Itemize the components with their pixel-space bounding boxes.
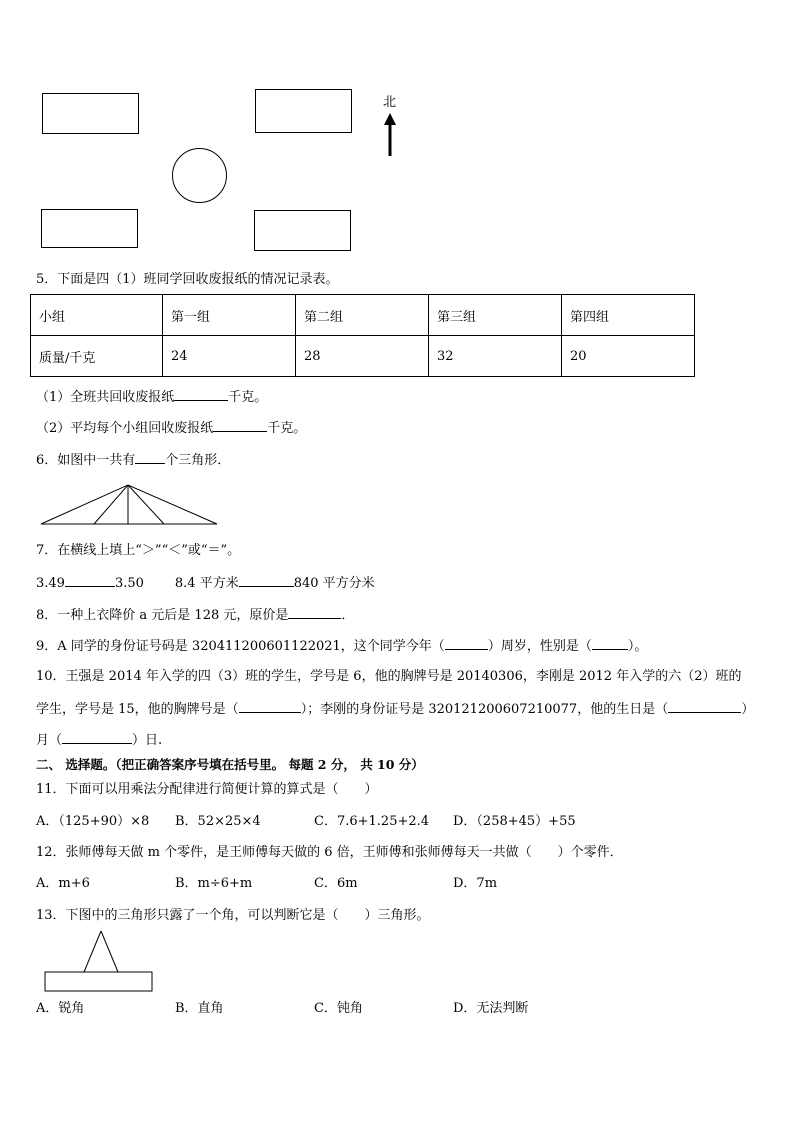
table-header-cell: 第二组 <box>296 295 429 336</box>
q10-text-c: ） <box>741 702 755 717</box>
table-cell: 质量/千克 <box>31 336 163 377</box>
q11-option-a[interactable]: A．（125+90）×8 <box>36 814 150 829</box>
q10-text-d: 月（ <box>36 733 63 748</box>
q12-option-b[interactable]: B．m÷6+m <box>175 876 253 891</box>
q11-stem: 11．下面可以用乘法分配律进行简便计算的算式是（ ） <box>36 782 378 797</box>
q12-option-a[interactable]: A．m+6 <box>36 876 90 891</box>
q8-text-end: ． <box>341 608 355 623</box>
q12-option-c[interactable]: C．6m <box>314 876 358 891</box>
q12-option-d[interactable]: D．7m <box>453 876 498 891</box>
q7-c2-left: 8.4 平方米 <box>174 576 239 591</box>
q5-sub2-text: （2）平均每个小组回收废报纸 <box>36 421 214 436</box>
north-label: 北 <box>383 95 397 110</box>
q12-stem: 12．张师傅每天做 m 个零件，是王师傅每天做的 6 倍，王师傅和张师傅每天一共做（ ）个零件． <box>36 845 623 860</box>
map-box-bottom-right <box>254 210 351 251</box>
q5-sub2 <box>36 419 306 437</box>
q11-option-d[interactable]: D．（258+45）+55 <box>453 814 576 829</box>
table-cell: 32 <box>429 336 562 377</box>
table-cell: 28 <box>296 336 429 377</box>
answer-blank[interactable] <box>239 700 301 713</box>
q11-option-c[interactable]: C．7.6+1.25+2.4 <box>314 814 430 829</box>
q7-c1-right: 3.50 <box>114 576 144 591</box>
q8-stem <box>36 606 354 624</box>
q9-text: 9．A 同学的身份证号码是 320411200601122021，这个同学今年（ <box>36 639 445 654</box>
answer-blank[interactable] <box>239 574 294 587</box>
q10-text-b: ）；李刚的身份证号是 320121200607210077，他的生日是（ <box>300 702 669 717</box>
north-arrow-icon <box>380 111 400 159</box>
q13-option-d[interactable]: D．无法判断 <box>453 1001 529 1016</box>
section-heading: 二、 选择题。（把正确答案序号填在括号里。 每题 2 分， 共 10 分） <box>36 757 424 772</box>
q13-option-c[interactable]: C．钝角 <box>314 1001 363 1016</box>
q5-sub1-unit: 千克。 <box>228 390 268 405</box>
answer-blank[interactable] <box>445 637 488 650</box>
answer-blank[interactable] <box>213 419 267 432</box>
q13-hidden-triangle-figure <box>44 929 156 995</box>
q9-text-mid: ）周岁，性别是（ <box>487 639 592 654</box>
answer-blank[interactable] <box>174 388 228 401</box>
map-box-top-right <box>255 89 352 133</box>
q10-line2 <box>36 700 754 718</box>
q13-option-a[interactable]: A．锐角 <box>36 1001 85 1016</box>
q5-stem: 5．下面是四（1）班同学回收废报纸的情况记录表。 <box>36 272 339 287</box>
answer-blank[interactable] <box>668 700 741 713</box>
q5-sub2-unit: 千克。 <box>267 421 307 436</box>
table-header-cell: 第一组 <box>163 295 296 336</box>
table-header-cell: 第四组 <box>562 295 695 336</box>
q7-stem: 7．在横线上填上“＞”“＜”或“＝”。 <box>36 543 241 558</box>
q5-record-table <box>30 294 695 377</box>
q10-line1: 10．王强是 2014 年入学的四（3）班的学生，学号是 6，他的胸牌号是 20140306，李刚是 2012 年入学的六（2）班的 <box>36 669 742 684</box>
answer-blank[interactable] <box>135 451 165 464</box>
answer-blank[interactable] <box>288 606 341 619</box>
map-box-bottom-left <box>41 209 138 248</box>
table-header-cell: 第三组 <box>429 295 562 336</box>
q10-text-e: ）日. <box>132 733 163 748</box>
q6-text: 6．如图中一共有 <box>36 453 136 468</box>
q13-option-b[interactable]: B．直角 <box>175 1001 224 1016</box>
table-row <box>31 336 695 377</box>
answer-blank[interactable] <box>62 731 132 744</box>
q7-c2-right: 840 平方分米 <box>293 576 375 591</box>
table-cell: 24 <box>163 336 296 377</box>
q9-stem <box>36 637 647 655</box>
q6-triangle-figure <box>38 483 220 527</box>
q10-text-a: 学生，学号是 15，他的胸牌号是（ <box>36 702 239 717</box>
q5-sub1-text: （1）全班共回收废报纸 <box>36 390 175 405</box>
q7-comparisons <box>36 574 375 592</box>
q9-text-end: ）。 <box>627 639 648 654</box>
q13-stem: 13．下图中的三角形只露了一个角，可以判断它是（ ）三角形。 <box>36 908 430 923</box>
q11-option-b[interactable]: B．52×25×4 <box>175 814 261 829</box>
answer-blank[interactable] <box>592 637 628 650</box>
q7-c1-left: 3.49 <box>36 576 65 591</box>
q8-text: 8．一种上衣降价 a 元后是 128 元，原价是 <box>36 608 289 623</box>
q6-stem <box>36 451 230 469</box>
answer-blank[interactable] <box>65 574 115 587</box>
q6-text-end: 个三角形． <box>165 453 231 468</box>
q5-sub1 <box>36 388 267 406</box>
map-box-top-left <box>42 93 139 134</box>
map-center-circle <box>172 148 227 203</box>
q10-line3 <box>36 731 162 749</box>
table-header-cell: 小组 <box>31 295 163 336</box>
table-row <box>31 295 695 336</box>
table-cell: 20 <box>562 336 695 377</box>
